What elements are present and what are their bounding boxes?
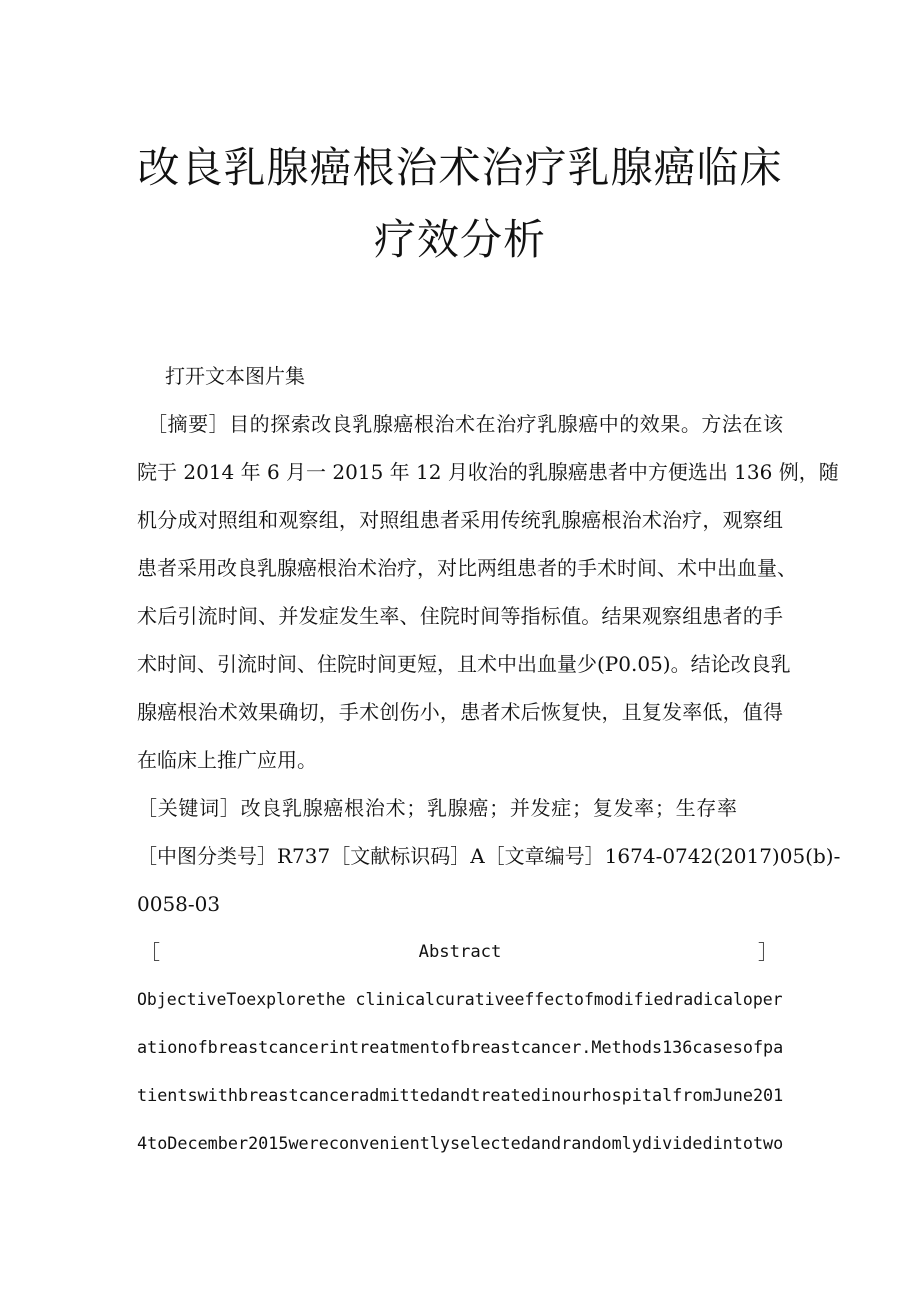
abstract-en-line-1: ObjectiveToexplorethe clinicalcurativeeffectofmodifiedradicaloper [137, 990, 783, 1010]
classification-line-1: ［中图分类号］R737［文献标识码］A［文章编号］1674-0742(2017)05(b)- [137, 844, 841, 868]
keywords-line: ［关键词］改良乳腺癌根治术；乳腺癌；并发症；复发率；生存率 [137, 796, 737, 820]
open-image-collection-link[interactable]: 打开文本图片集 [165, 364, 305, 388]
title-line-1: 改良乳腺癌根治术治疗乳腺癌临床 [137, 143, 783, 192]
abstract-cn-line-4: 患者采用改良乳腺癌根治术治疗，对比两组患者的手术时间、术中出血量、 [137, 556, 797, 580]
abstract-en-bracket-left: ［ [140, 940, 160, 964]
abstract-en-line-3: tientswithbreastcanceradmittedandtreatedinourhospitalfromJune201 [137, 1086, 784, 1106]
abstract-en-line-2: ationofbreastcancerintreatmentofbreastcancer.Methods136casesofpa [137, 1038, 784, 1058]
abstract-cn-line-6: 术时间、引流时间、住院时间更短，且术中出血量少(P0.05)。结论改良乳 [137, 652, 791, 676]
abstract-en-heading: Abstract [418, 942, 502, 962]
title-line-2: 疗效分析 [373, 215, 546, 264]
abstract-cn-line-7: 腺癌根治术效果确切，手术创伤小，患者术后恢复快，且复发率低，值得 [137, 700, 783, 724]
abstract-cn-line-5: 术后引流时间、并发症发生率、住院时间等指标值。结果观察组患者的手 [137, 604, 783, 628]
abstract-en-line-4: 4toDecember2015wereconvenientlyselectedandrandomlydividedintotwo [137, 1134, 784, 1154]
abstract-cn-line-1: ［摘要］目的探索改良乳腺癌根治术在治疗乳腺癌中的效果。方法在该 [147, 412, 783, 436]
abstract-cn-line-8: 在临床上推广应用。 [137, 748, 317, 772]
abstract-en-bracket-right: ］ [758, 940, 778, 964]
abstract-cn-line-3: 机分成对照组和观察组，对照组患者采用传统乳腺癌根治术治疗，观察组 [137, 508, 783, 532]
classification-line-2: 0058-03 [137, 892, 221, 916]
abstract-cn-line-2: 院于 2014 年 6 月一 2015 年 12 月收治的乳腺癌患者中方便选出 136 例，随 [137, 460, 839, 484]
